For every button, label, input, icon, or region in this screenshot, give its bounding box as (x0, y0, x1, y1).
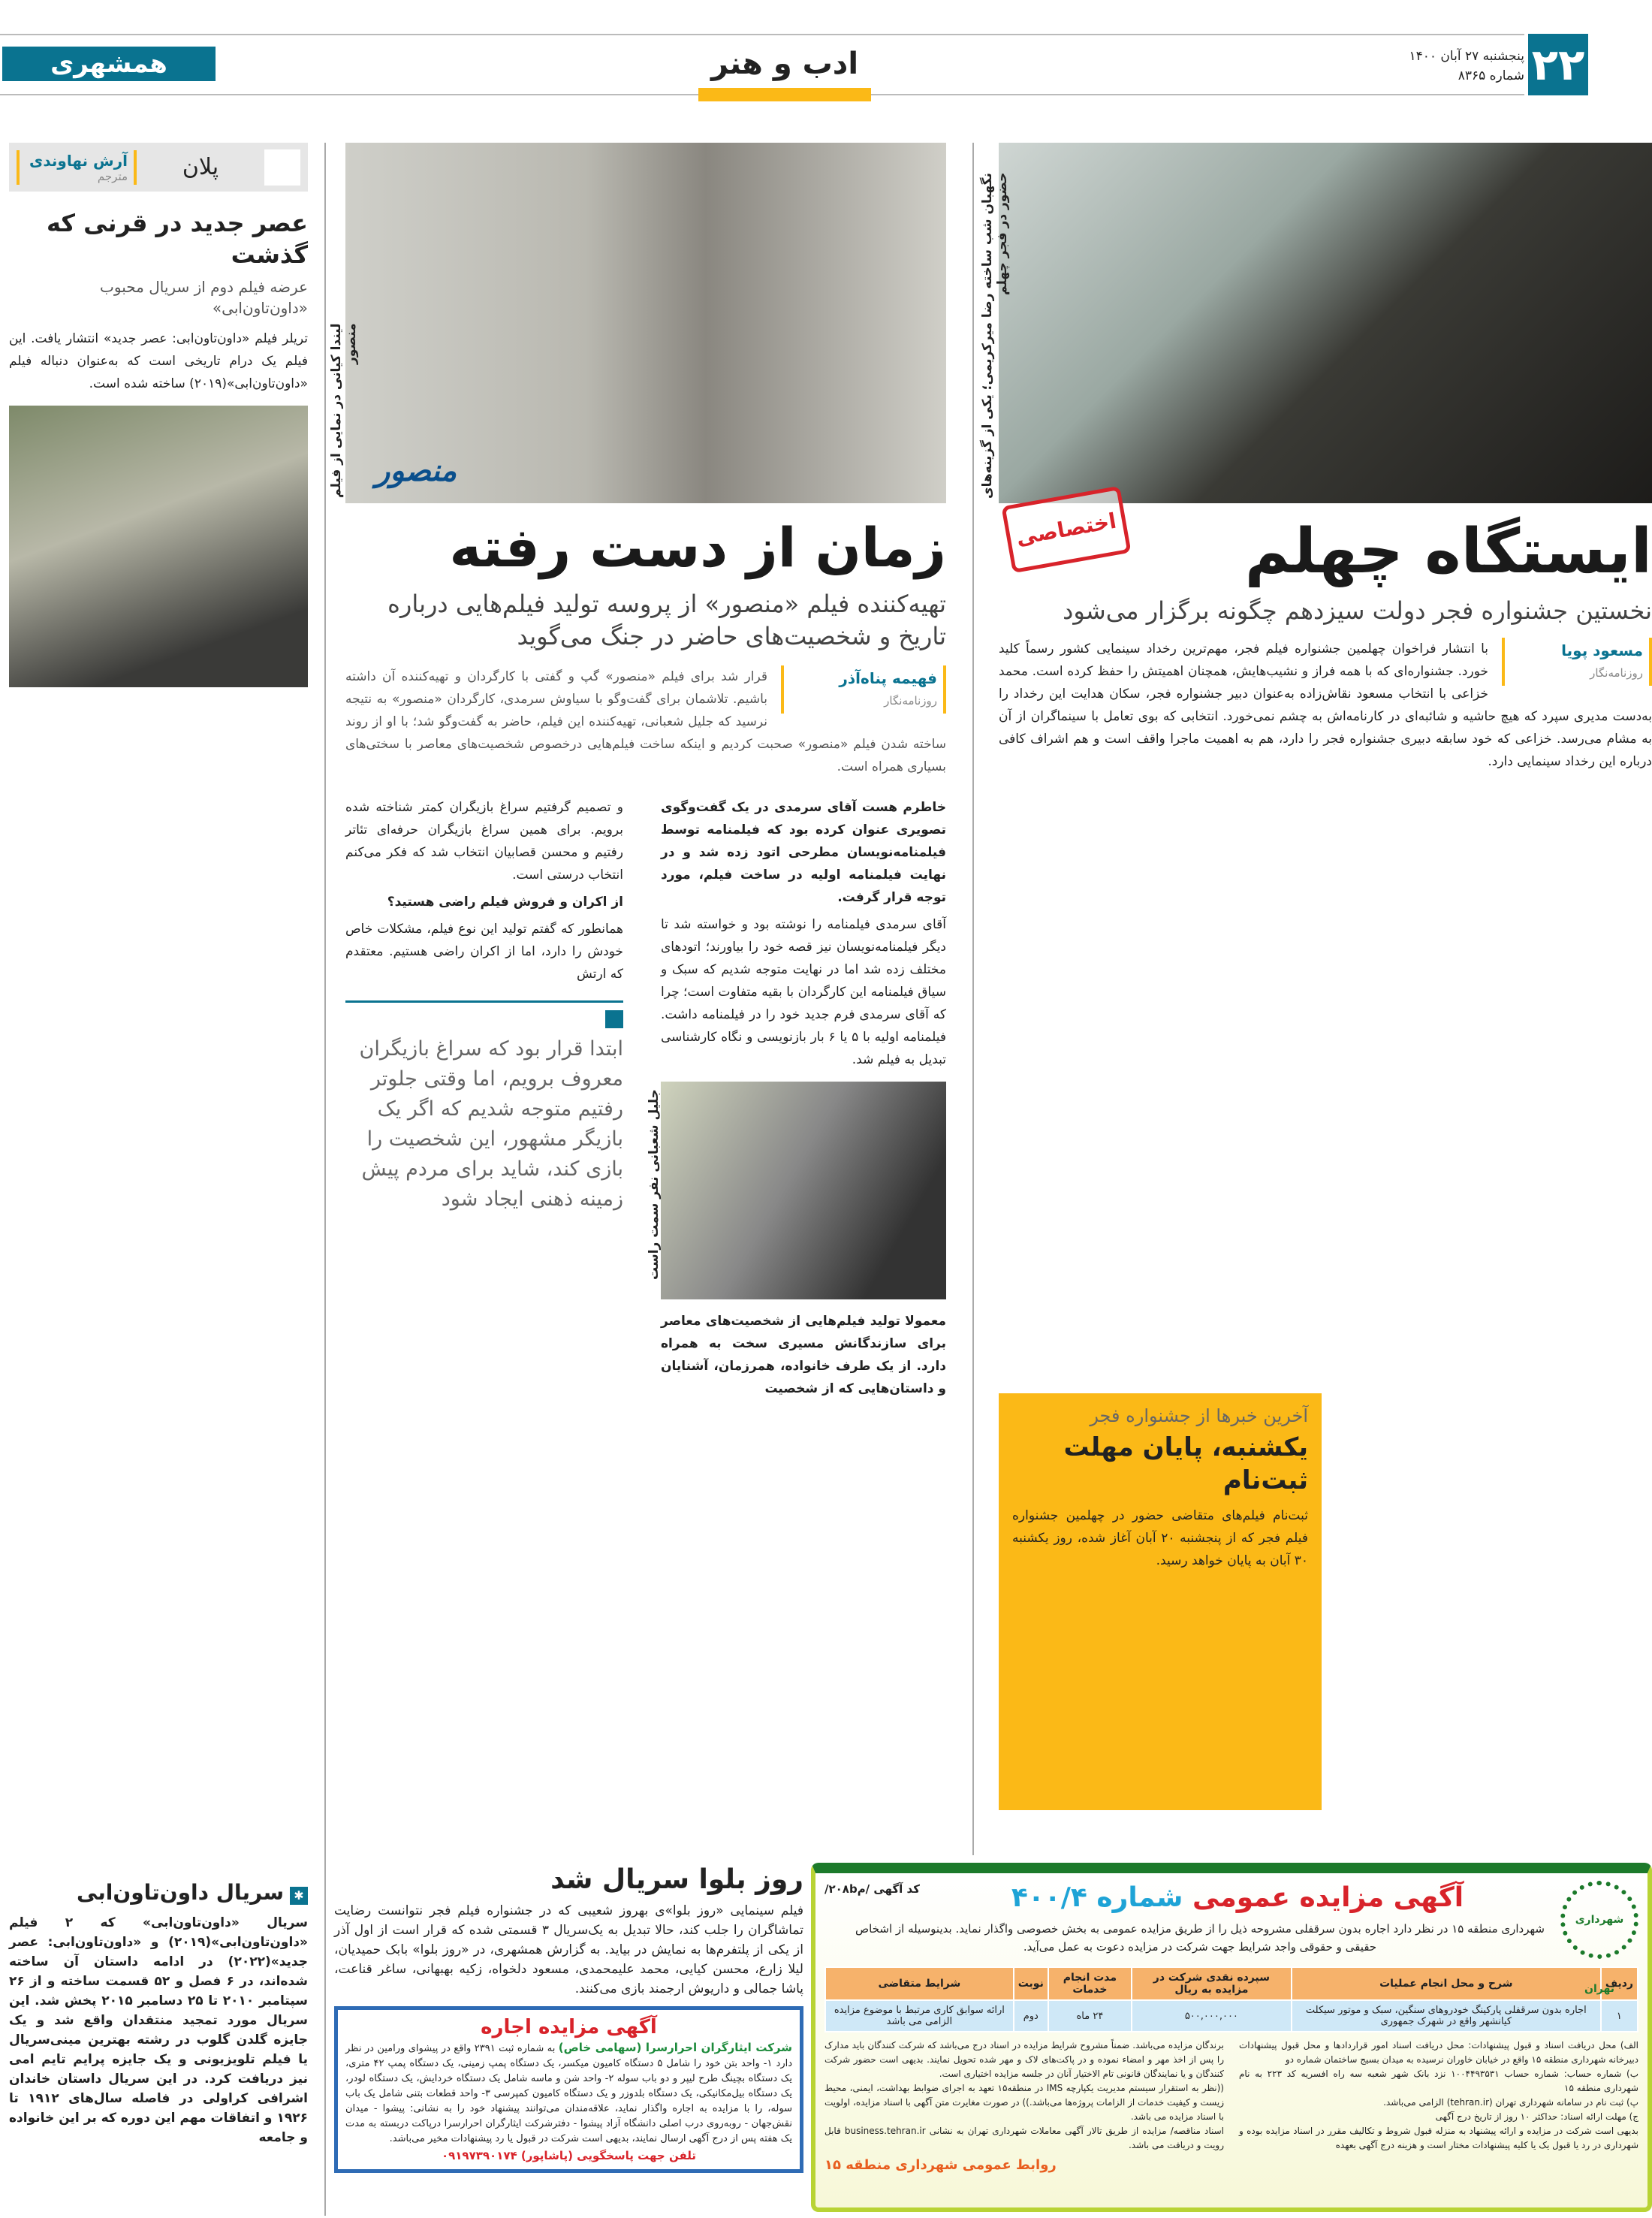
photo-two-men (647, 1082, 946, 1299)
municipal-auction-ad (811, 1863, 1652, 2212)
headline: ایستگاه چهلم (1244, 516, 1652, 587)
ad-heading (960, 1881, 1515, 1915)
headline: زمان از دست رفته (449, 516, 946, 579)
ad-code: کد آگهی /م۲۰۸b/ (824, 1882, 920, 1896)
ad-title: آگهی مزایده اجاره (481, 2015, 657, 2038)
box-text: ثبت‌نام فیلم‌های متقاضی حضور در چهلمین جشنواره فیلم فجر که از پنجشنبه ۲۰ آبان آغاز شده، روز یکشنبه ۳۰ آبان به پایان خواهد رسید. (1012, 1508, 1308, 1569)
subtitle: تهیه‌کننده فیلم «منصور» از پروسه تولید فیلم‌هایی درباره تاریخ و شخصیت‌های حاضر در جنگ می‌گوید (387, 590, 946, 651)
ad-term: برندگان مزایده می‌باشد. ضمناً مشروح شرایط مزایده در اسناد درج می‌باشد که شرکت کنندگان باید مدارک را پس از اخذ مهر و امضاء نموده و در پاکت‌های لاک و مهر شده تحویل نمایند. بدیهی است حضور شرکت کنندگان و یا نمایندگان قانونی تام الاختیار آنان در جلسه مزایده اختیاری است. (824, 2040, 1224, 2079)
photo-caption: لیندا کیانی در نمایی از فیلم منصور (329, 323, 359, 498)
section-title: ادب و هنر (710, 47, 859, 81)
article-lead: تریلر فیلم «داون‌تاون‌ابی: عصر جدید» انتشار یافت. این فیلم یک درام تاریخی است که به‌عنوان دنباله فیلم «داون‌تاون‌ابی»(۲۰۱۹) ساخته شده است. (9, 331, 308, 392)
subtitle: عرضه فیلم دوم از سریال محبوب «داون‌تاون‌ابی» (100, 278, 308, 318)
answer: همانطور که گفتم تولید این نوع فیلم، مشکلات خاص خودش را دارد، اما از اکران راضی هستیم. معتقدم که ارتش (345, 921, 623, 982)
subtitle: نخستین جشنواره فجر دولت سیزدهم چگونه برگزار می‌شود (1063, 596, 1652, 626)
issue-date: پنجشنبه ۲۷ آبان ۱۴۰۰ (1409, 49, 1524, 64)
article-lead: با انتشار فراخوان چهلمین جشنواره فیلم فجر، مهم‌ترین رخداد سینمایی کشور رسماً کلید خورد. جشنواره‌ای که با همه فراز و نشیب‌هایش، همچنان اهمیتش را حفظ کرده است. محمد خزاعی با انتخاب مسعود نقاش‌زاده به‌عنوان دبیر جشنواره فجر، سکان هدایت این رخداد را به‌دست مدیری سپرد که هیچ حاشیه و شائبه‌ای در کارنامه‌اش به چشم نمی‌خورد. انتخابی که بوی تعامل با سینماگران از آن به مشام می‌رسد. خزاعی که خود سابقه دبیری جشنواره فجر را دارد، هم به اهمیت ماجرا واقف است و هم اشراف کافی درباره این رخداد سینمایی دارد. (999, 641, 1652, 770)
ad-term: اسناد مناقصه/ مزایده از طریق تالار آگهی معاملات شهرداری تهران به نشانی business.tehran.ir قابل رویت و دریافت می باشد. (824, 2126, 1224, 2150)
downton-article (9, 143, 308, 687)
star-icon: ✱ (290, 1887, 308, 1905)
interview-column-left (345, 796, 623, 1215)
answer: و تصمیم گرفتیم سراغ بازیگران کمتر شناخته شده برویم. برای همین سراغ بازیگران حرفه‌ای تئاتر رفتیم و محسن قصابیان انتخاب شد که فکر می‌کنم انتخاب درستی است. (345, 799, 623, 883)
ad-terms-left (824, 2038, 1224, 2153)
ad-title: آگهی مزایده عمومی (1192, 1882, 1464, 1913)
auction-table (824, 1966, 1638, 2032)
ad-term: ب) شماره حساب: شماره حساب ۱۰۰۴۴۹۳۵۳۱ نزد بانک شهر شعبه سه راه افسریه کد ۲۲۳ به نام شهرداری منطقه ۱۵ (1239, 2069, 1638, 2093)
question: از اکران و فروش فیلم راضی هستید؟ (387, 894, 623, 910)
pull-quote-box (345, 1000, 623, 1215)
ad-term: الف) محل دریافت اسناد و قبول پیشنهادات: محل دریافت اسناد امور قراردادها و محل قبول پیشنهادات دبیرخانه شهرداری منطقه ۱۵ واقع در خیابان خاوران نرسیده به میدان بسیج ساختمان شماره دو (1239, 2040, 1638, 2065)
table-row (825, 2000, 1638, 2032)
tehran-municipality-logo: شهرداری تهران (1560, 1881, 1638, 1959)
ad-text: به شماره ثبت ۲۳۹۱ واقع در پیشوای ورامین در نظر دارد ۱- واحد بتن خود را شامل ۵ دستگاه کامیون میکسر، یک دستگاه پمپ زمینی، یک دستگاه پمپ ۴۲ متری، یک دستگاه بچینگ طرح لیپر و دو باب سوله ۲- واحد شن و ماسه شامل یک دستگاه خردایش، یک دستگاه لودر، یک دستگاه بیل‌مکانیکی، یک دستگاه بلدوزر و یک دستگاه کامیون کمپرسی ۳- واحد قطعات بتنی شامل یک باب سوله، را با مزایده به اجاره واگذار نماید، علاقه‌مندان می‌توانند پیشنهاد خود را به نشانی: پیشوا - میدان نقش‌جهان - روبه‌روی درب اصلی دانشگاه آزاد پیشوا - دفترشرکت ایثارگران احرارسرا درپاکت دربسته به مدت یک هفته پس از درج آگهی ارسال نمایند، بدیهی است شرکت در قبول یا رد پیشنهادات مخیر می‌باشد. (345, 2042, 793, 2144)
column-label: پلان (182, 154, 219, 180)
ad-term: پ) ثبت نام در سامانه شهرداری تهران (tehran.ir) الزامی می‌باشد. (1383, 2097, 1638, 2108)
header-rule-top (0, 34, 1524, 35)
ad-terms-left-col (824, 2038, 1224, 2175)
table-cell: ۵۰۰,۰۰۰,۰۰۰ (1132, 2000, 1292, 2032)
question: خاطرم هست آقای سرمدی در یک گفت‌وگوی تصویری عنوان کرده بود که فیلمنامه توسط فیلمنامه‌نویسان مطرحی اتود زده شد و در نهایت فیلمنامه اولیه در ساخت فیلم، مورد توجه قرار گرفت. (661, 799, 946, 905)
quote-icon (605, 1010, 623, 1028)
film-still-mansour (345, 143, 946, 503)
author-name: آرش نهاوندی (29, 151, 128, 170)
column-header-plan (9, 143, 308, 192)
article-lead-block (345, 665, 946, 778)
author-name: مسعود پویا (1561, 641, 1643, 660)
downton-abbey-photo (9, 406, 308, 687)
table-cell: اجاره بدون سرقفلی پارکینگ خودروهای سنگین، سبک و موتور سیکلت کیانشهر واقع در شهرک جمهوری (1292, 2000, 1601, 2032)
issue-info (1314, 47, 1524, 86)
byline (1502, 638, 1652, 686)
box-kicker: آخرین خبرها از جشنواره فجر (1090, 1405, 1308, 1426)
author-name: فهیمه پناه‌آذر (839, 668, 937, 687)
interview-column-right (647, 796, 946, 1405)
interview-columns (345, 796, 946, 1405)
column-icon (264, 149, 300, 186)
bottom-middle (334, 1863, 803, 2173)
fajr-news-box (999, 1393, 1322, 1810)
table-header: نوبت (1014, 1967, 1048, 2000)
column-divider (324, 143, 326, 2216)
downton-series-box (9, 1878, 308, 2147)
ad-company: شرکت ایثارگران احرارسرا (سهامی خاص) (558, 2040, 793, 2054)
box-text: سریال «داون‌تاون‌ابی» که ۲ فیلم «داون‌تاون‌ابی»(۲۰۱۹) و «داون‌تاون‌ابی: عصر جدید»(۲۰۲۲) در ادامه داستان آن ساخته شده‌اند، در ۶ فصل و ۵۲ قسمت ساخته و از ۲۶ سپتامبر ۲۰۱۰ تا ۲۵ دسامبر ۲۰۱۵ پخش شد. این سریال مورد تمجید منتقدان واقع شد و یک جایزه گلدن گلوب در رشته بهترین مینی‌سریال یا فیلم تلویزیونی و یک جایزه پرایم تایم امی نیز دریافت کرد. در این سریال داستان خاندان اشرافی کراولی در فاصله سال‌های ۱۹۱۲ تا ۱۹۲۶ و اتفاقات مهم این دوره که بر این خانواده و جامعه (9, 1915, 309, 2146)
ad-signature: روابط عمومی شهرداری منطقه ۱۵ (824, 2157, 1057, 2173)
issue-number: شماره ۸۳۶۵ (1458, 68, 1524, 83)
film-title-overlay: منصور (375, 454, 457, 488)
article-photo-man-in-car (999, 143, 1652, 503)
article-lead-block (999, 638, 1652, 773)
page-number: ۲۲ (1528, 34, 1588, 95)
table-cell: ارائه سوابق کاری مرتبط با موضوع مزایده الزامی می باشد (825, 2000, 1014, 2032)
ad-terms (824, 2038, 1638, 2175)
author-role: روزنامه‌نگار (884, 693, 937, 708)
news-text: فیلم سینمایی «روز بلوا»ی بهروز شعیبی که در جشنواره فیلم فجر نتوانست رضایت تماشاگران را جلب کند، حالا تبدیل به یک‌سریال ۳ قسمتی شده که قرار است از اول آذر از یکی از پلتفرم‌ها به نمایش در بیاید. به گزارش همشهری، در «روز بلوا» بابک حمیدیان، لیلا زارع، محسن کیایی، محمد علیمحمدی، مسعود دلخواه، زکیه بهبهانی، ساغر قناعت، پاشا جمالی و داریوش ارجمند بازی می‌کنند. (334, 1903, 803, 1996)
mansour-article (345, 518, 946, 1405)
box-title: یکشنبه، پایان مهلت ثبت‌نام (1063, 1432, 1308, 1496)
table-header: شرایط متقاضی (825, 1967, 1014, 2000)
table-header: مدت انجام خدمات (1048, 1967, 1132, 2000)
photo-caption: جلیل شعبانی نفر سمت راست (647, 1088, 662, 1280)
table-header: ردیف (1601, 1967, 1638, 2000)
author-role: روزنامه‌نگار (1590, 666, 1643, 680)
pull-quote: ابتدا قرار بود که سراغ بازیگران معروف برویم، اما وقتی جلوتر رفتیم متوجه شدیم که اگر یک بازیگر مشهور، این شخصیت را بازی کند، شاید برای مردم پیش زمینه ذهنی ایجاد شود (359, 1037, 623, 1211)
column-divider (972, 143, 974, 1855)
author-role: مترجم (97, 169, 128, 183)
photo-caption: نگهبان شب ساخته رضا میرکریمی؛ یکی از گزینه‌های حضور در فجر چهلم (980, 173, 1010, 499)
ad-intro: شهرداری منطقه ۱۵ در نظر دارد اجاره بدون سرقفلی مشروحه ذیل را از طریق مزایده عمومی به بخش خصوصی واگذار نماید. بدینوسیله از اشخاص حقیقی و حقوقی واجد شرایط جهت شرکت در مزایده دعوت به عمل می‌آید. (855, 1922, 1545, 1954)
headline: عصر جدید در قرنی که گذشت (46, 209, 308, 269)
box-title (9, 1878, 308, 1907)
byline (17, 150, 137, 185)
newspaper-logo: همشهری (2, 47, 216, 81)
byline (781, 665, 946, 714)
ad-number: شماره ۴۰۰/۴ (1011, 1882, 1183, 1913)
table-cell: ۲۴ ماه (1048, 2000, 1132, 2032)
ad-phone: تلفن جهت پاسخگویی (پاشاپور) ۰۹۱۹۷۳۹۰۱۷۴ (441, 2148, 697, 2162)
table-header: شرح و محل انجام عملیات (1292, 1967, 1601, 2000)
table-cell: ۱ (1601, 2000, 1638, 2032)
answer: آقای سرمدی فیلمنامه را نوشته بود و خواسته شد تا دیگر فیلمنامه‌نویسان نیز قصه خود را بیاورند؛ اتودهای مختلف زده شد اما در نهایت متوجه شدیم که سبک و سیاق فیلمنامه این کارگردان با بقیه متفاوت است؛ چرا که آقای سرمدی فرم جدید خود را در فیلمنامه داشت. فیلمنامه اولیه با ۵ یا ۶ بار بازنویسی و نگاه کارشناسی تبدیل به فیلم شد. (661, 916, 946, 1067)
ad-term: ج) مهلت ارائه اسناد: حداکثر ۱۰ روز از تاریخ درج آگهی (1435, 2111, 1638, 2122)
ad-term: ((نظر به استقرار سیستم مدیریت یکپارچه IMS در منطقه۱۵ تعهد به اجرای ضوابط بهداشت، ایمنی، محیط زیست و کیفیت خدمات از الزامات پروژه‌ها می‌باشد.)) در صورت مغایرت متن آگهی با اسناد مزایده، اولویت با اسناد مزایده می باشد. (824, 2083, 1224, 2122)
article-lead: قرار شد برای فیلم «منصور» گپ و گفتی با کارگردان و تهیه‌کننده آن داشته باشیم. تلاشمان برای گفت‌وگو با سیاوش سرمدی، کارگردان «منصور» به نتیجه نرسید که جلیل شعبانی، تهیه‌کننده این فیلم، حاضر به گفت‌وگو شد؛ با او از روند ساخته شدن فیلم «منصور» صحبت کردیم و اینکه ساخت فیلم‌هایی درخصوص شخصیت‌های معاصر با سختی‌های بسیاری همراه است. (345, 668, 946, 774)
ad-terms-right (1239, 2038, 1638, 2175)
exclusive-stamp: اختصاصی (1001, 486, 1131, 573)
table-cell: دوم (1014, 2000, 1048, 2032)
section-underline (698, 88, 871, 101)
news-headline: روز بلوا سریال شد (550, 1864, 803, 1895)
box-title-text: سریال داون‌تاون‌ابی (76, 1880, 284, 1905)
ad-term: بدیهی است شرکت در مزایده و ارائه پیشنهاد به منزله قبول شروط و تکالیف مقرر در اسناد مزایده بوده و شهرداری در رد یا قبول یک یا کلیه پیشنهادات مختار است و هزینه درج آگهی بعهده (1239, 2126, 1638, 2150)
lease-auction-ad (334, 2006, 803, 2173)
question: معمولا تولید فیلم‌هایی از شخصیت‌های معاصر برای سازندگانش مسیری سخت به همراه دارد. از یک طرف خانواده، همرزمان، آشنایان و داستان‌هایی که از شخصیت (661, 1313, 946, 1396)
table-header: سپرده نقدی شرکت در مزایده به ریال (1132, 1967, 1292, 2000)
